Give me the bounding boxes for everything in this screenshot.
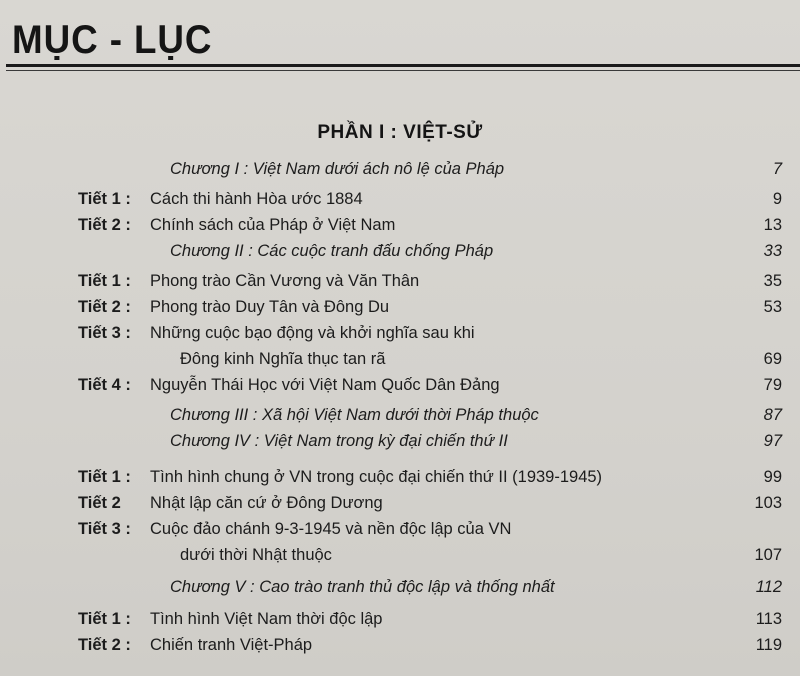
toc-entry-page-number: 107 [754,546,782,564]
toc-chapter-entry [0,242,800,268]
toc-entry-text: Tình hình Việt Nam thời độc lập [150,610,383,628]
toc-entry-label: Tiết 1 : [78,190,131,208]
toc-entry-text: Cuộc đảo chánh 9-3-1945 và nền độc lập của VN [150,520,512,538]
toc-entry-page-number: 99 [763,468,782,486]
toc-entry-label: Tiết 1 : [78,468,131,486]
toc-entry-text: Những cuộc bạo động và khởi nghĩa sau khi [150,324,475,342]
toc-section-entry [0,376,800,402]
toc-entry-label: Tiết 2 : [78,298,131,316]
toc-section-entry [0,272,800,298]
toc-entry-text: Chương V : Cao trào tranh thủ độc lập và thống nhất [170,578,555,596]
toc-entry-label: Tiết 1 : [78,272,131,290]
toc-section-entry [0,636,800,662]
toc-section-entry [0,350,800,376]
toc-entry-text: Nguyễn Thái Học với Việt Nam Quốc Dân Đảng [150,376,500,394]
toc-entry-label: Tiết 2 : [78,636,131,654]
toc-entry-page-number: 87 [763,406,782,424]
toc-entry-page-number: 13 [763,216,782,234]
toc-entry-text: Nhật lập căn cứ ở Đông Dương [150,494,383,512]
toc-section-entry [0,324,800,350]
toc-entry-page-number: 53 [763,298,782,316]
toc-entry-page-number: 79 [763,376,782,394]
toc-section-entry [0,520,800,546]
title-rule-thin [6,70,800,71]
toc-entry-text: Đông kinh Nghĩa thục tan rã [180,350,386,368]
toc-entry-page-number: 113 [755,610,782,628]
toc-entry-text: Chương III : Xã hội Việt Nam dưới thời Pháp thuộc [170,406,539,424]
toc-entry-page-number: 119 [755,636,782,654]
toc-entry-page-number: 9 [772,190,782,208]
toc-entry-page-number: 33 [763,242,782,260]
toc-entry-page-number: 69 [763,350,782,368]
title-rule-thick [6,64,800,67]
toc-section-entry [0,494,800,520]
toc-entry-text: Chính sách của Pháp ở Việt Nam [150,216,396,234]
toc-section-entry [0,468,800,494]
toc-entry-text: Chương II : Các cuộc tranh đấu chống Pháp [170,242,494,260]
toc-entry-label: Tiết 3 : [78,520,131,538]
toc-entry-label: Tiết 2 : [78,216,131,234]
toc-entry-label: Tiết 3 : [78,324,131,342]
toc-entry-text: Chiến tranh Việt-Pháp [150,636,313,654]
toc-entry-text: Chương IV : Việt Nam trong kỳ đại chiến thứ II [170,432,508,450]
toc-entry-page-number: 112 [755,578,782,596]
toc-entry-text: Tình hình chung ở VN trong cuộc đại chiến thứ II (1939-1945) [150,468,603,486]
toc-section-entry [0,610,800,636]
toc-entry-text: dưới thời Nhật thuộc [180,546,332,564]
toc-entry-page-number: 103 [754,494,782,512]
toc-entry-page-number: 35 [763,272,782,290]
toc-section-entry [0,546,800,572]
toc-chapter-entry [0,432,800,458]
toc-entry-page-number: 97 [763,432,782,450]
toc-section-entry [0,216,800,242]
toc-entry-label: Tiết 2 [78,494,121,512]
toc-entry-page-number: 7 [772,160,782,178]
page-title: MỤC - LỤC [12,18,213,62]
toc-section-entry [0,298,800,324]
toc-entry-text: Phong trào Duy Tân và Đông Du [150,298,390,316]
toc-entry-text: Phong trào Cần Vương và Văn Thân [150,272,420,290]
toc-entry-text: Chương I : Việt Nam dưới ách nô lệ của Pháp [170,160,505,178]
toc-chapter-entry [0,160,800,186]
toc-chapter-entry [0,406,800,432]
part-heading: PHẦN I : VIỆT-SỬ [317,122,483,143]
toc-entry-label: Tiết 1 : [78,610,131,628]
toc-section-entry [0,190,800,216]
toc-entry-text: Cách thi hành Hòa ước 1884 [150,190,363,208]
toc-chapter-entry [0,578,800,604]
toc-entry-label: Tiết 4 : [78,376,131,394]
